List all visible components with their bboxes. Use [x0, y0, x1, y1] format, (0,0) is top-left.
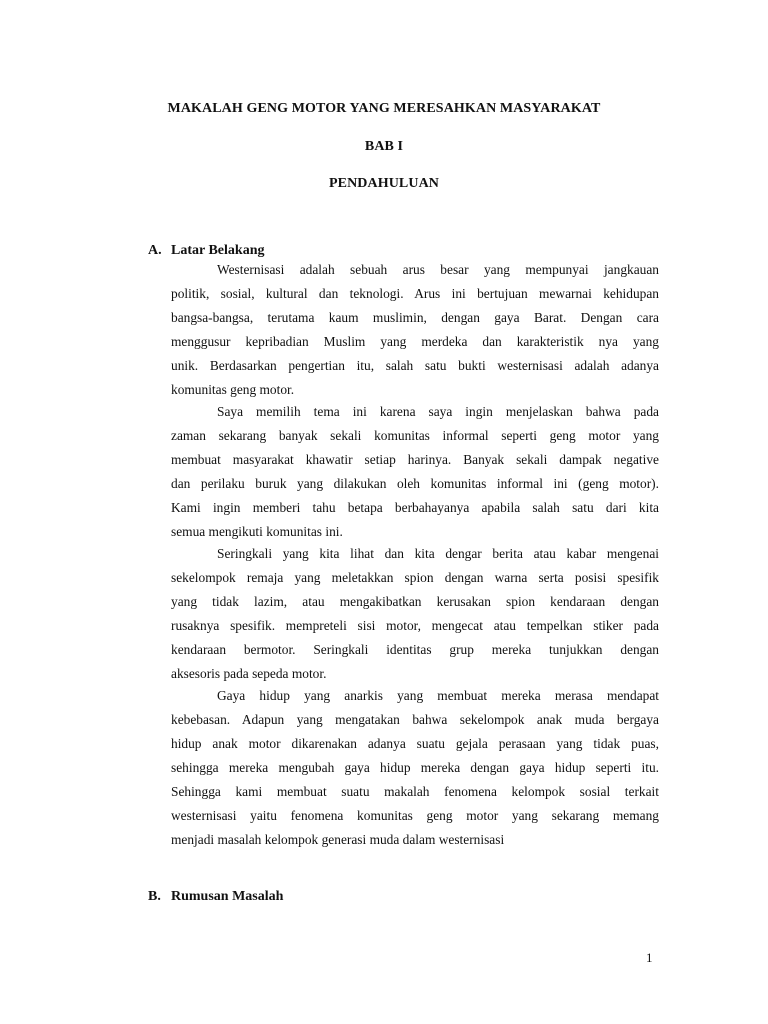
paragraph-line: kebebasan. Adapun yang mengatakan bahwa sekelompok anak muda bergaya — [171, 712, 659, 727]
section-heading-latar-belakang — [148, 243, 264, 259]
paragraph-line: hidup anak motor dikarenakan adanya suatu gejala perasaan yang tidak puas, — [171, 736, 659, 751]
paragraph-1 — [171, 258, 659, 402]
paragraph-line: yang tidak lazim, atau mengakibatkan kerusakan spion kendaraan dengan — [171, 594, 659, 609]
paragraph-line: Seringkali yang kita lihat dan kita dengar berita atau kabar mengenai — [217, 546, 659, 561]
page-number: 1 — [646, 950, 653, 965]
paragraph-2 — [171, 400, 659, 544]
paragraph-line: Sehingga kami membuat suatu makalah fenomena kelompok sosial terkait — [171, 784, 659, 799]
section-heading-text: Latar Belakang — [171, 243, 265, 258]
paragraph-line: kendaraan bermotor. Seringkali identitas grup mereka tunjukkan dengan — [171, 642, 659, 657]
paragraph-line: sekelompok remaja yang meletakkan spion dengan warna serta posisi spesifik — [171, 570, 659, 585]
paragraph-line: membuat masyarakat khawatir setiap harinya. Banyak sekali dampak negative — [171, 452, 659, 467]
paragraph-line: politik, sosial, kultural dan teknologi. Arus ini bertujuan mewarnai kehidupan — [171, 286, 659, 301]
paragraph-line: sehingga mereka mengubah gaya hidup mereka dengan gaya hidup seperti itu. — [171, 760, 659, 775]
paragraph-line: menjadi masalah kelompok generasi muda dalam westernisasi — [171, 832, 505, 847]
section-heading-text: Rumusan Masalah — [171, 889, 284, 904]
paragraph-line: aksesoris pada sepeda motor. — [171, 666, 327, 681]
paragraph-line: zaman sekarang banyak sekali komunitas informal seperti geng motor yang — [171, 428, 659, 443]
paragraph-line: menggusur kepribadian Muslim yang merdeka dan karakteristik nya yang — [171, 334, 659, 349]
section-heading-rumusan-masalah — [148, 889, 283, 905]
paragraph-line: komunitas geng motor. — [171, 382, 295, 397]
paragraph-4 — [171, 684, 659, 852]
paragraph-line: Westernisasi adalah sebuah arus besar yang mempunyai jangkauan — [217, 262, 659, 277]
paragraph-line: Kami ingin memberi tahu betapa berbahayanya apabila salah satu dari kita — [171, 500, 659, 515]
paragraph-line: rusaknya spesifik. mempreteli sisi motor, mengecat atau tempelkan stiker pada — [171, 618, 659, 633]
paragraph-3 — [171, 542, 659, 686]
paragraph-line: semua mengikuti komunitas ini. — [171, 524, 343, 539]
paragraph-line: unik. Berdasarkan pengertian itu, salah satu bukti westernisasi adalah adanya — [171, 358, 659, 373]
paragraph-line: Gaya hidup yang anarkis yang membuat mereka merasa mendapat — [217, 688, 659, 703]
paragraph-line: bangsa-bangsa, terutama kaum muslimin, dengan gaya Barat. Dengan cara — [171, 310, 659, 325]
document-title: MAKALAH GENG MOTOR YANG MERESAHKAN MASYARAKAT — [167, 101, 601, 116]
paragraph-line: dan perilaku buruk yang dilakukan oleh komunitas informal ini (geng motor). — [171, 476, 659, 491]
chapter-title: PENDAHULUAN — [329, 176, 439, 191]
paragraph-line: westernisasi yaitu fenomena komunitas geng motor yang sekarang memang — [171, 808, 659, 823]
section-marker: A. — [148, 243, 162, 258]
chapter-label: BAB I — [364, 139, 404, 154]
section-marker: B. — [148, 889, 161, 904]
paragraph-line: Saya memilih tema ini karena saya ingin menjelaskan bahwa pada — [217, 404, 659, 419]
